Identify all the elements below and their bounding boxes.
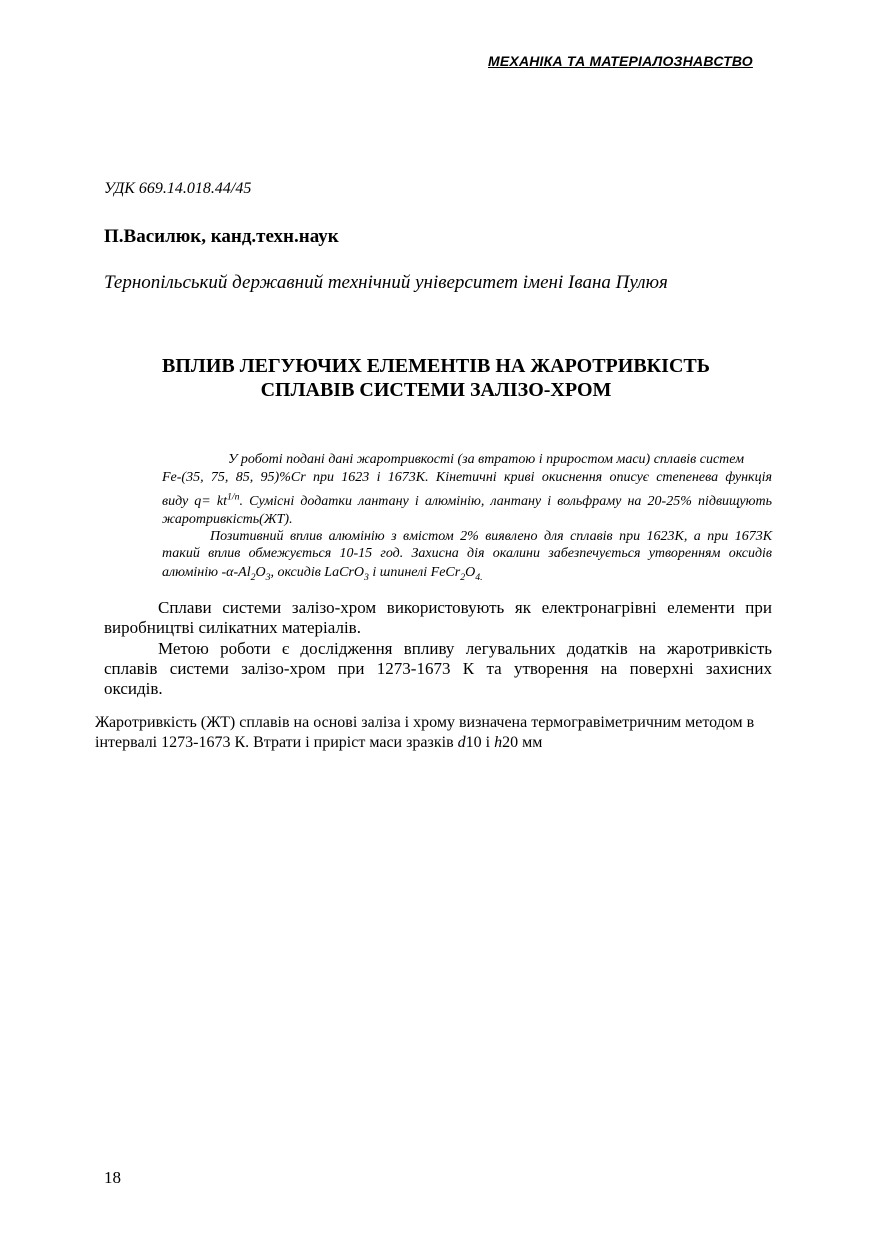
page-number: 18 xyxy=(104,1168,121,1187)
running-header: МЕХАНІКА ТА МАТЕРІАЛОЗНАВСТВО xyxy=(488,53,753,69)
subscript: 4. xyxy=(475,571,483,583)
subscript: 2 xyxy=(460,571,466,583)
body-line xyxy=(95,734,542,752)
abstract-line: жаротривкість(ЖТ). xyxy=(162,512,293,527)
abstract-text: O xyxy=(255,565,266,580)
paper-title-line-1: ВПЛИВ ЛЕГУЮЧИХ ЕЛЕМЕНТІВ НА ЖАРОТРИВКІСТЬ xyxy=(162,355,710,377)
body-line: Жаротривкість (ЖТ) сплавів на основі заліза і хрому визначена термогравіметричним методом в xyxy=(95,714,755,731)
body-line: Сплави системи залізо-хром використовують як електронагрівні елементи при xyxy=(158,598,772,617)
abstract-text: алюмінію -α-Al xyxy=(162,565,251,580)
udk-code: УДК 669.14.018.44/45 xyxy=(104,180,252,197)
abstract-text: і шпинелі FeCr xyxy=(368,565,461,580)
abstract-text: O xyxy=(465,565,476,580)
formula-exponent: 1/n xyxy=(226,491,240,503)
body-line: оксидів. xyxy=(104,679,163,698)
body-line: сплавів системи залізо-хром при 1273-1673 К та утворення на поверхні захисних xyxy=(104,659,772,678)
subscript: 3 xyxy=(364,571,369,583)
body-text: 10 і xyxy=(465,734,495,751)
body-line: Метою роботи є дослідження впливу легувальних додатків на жаротривкість xyxy=(158,639,772,658)
body-line: виробництві силікатних матеріалів. xyxy=(104,618,361,637)
abstract-text: . Сумісні додатки лантану і алюмінію, лантану і вольфраму на 20-25% підвищують xyxy=(239,494,772,509)
abstract-line xyxy=(162,491,772,510)
abstract-line: У роботі подані дані жаротривкості (за втратою і приростом маси) сплавів систем xyxy=(228,452,745,467)
abstract-line xyxy=(162,565,483,581)
abstract-line: такий вплив обмежується 10-15 год. Захисна дія окалини забезпечується утворенням оксидів xyxy=(162,546,772,561)
italic-symbol: h xyxy=(494,734,503,751)
subscript: 2 xyxy=(250,571,256,583)
body-text: 20 мм xyxy=(502,734,543,751)
subscript: 3 xyxy=(265,571,271,583)
abstract-text: виду q= kt xyxy=(162,494,227,509)
abstract-line: Позитивний вплив алюмінію з вмістом 2% виявлено для сплавів при 1623К, а при 1673К xyxy=(210,529,772,544)
author: П.Василюк, канд.техн.наук xyxy=(104,226,339,247)
abstract-line: Fe-(35, 75, 85, 95)%Cr при 1623 і 1673К. Кінетичні криві окиснення описує степенева функція xyxy=(162,470,772,485)
abstract-text: , оксидів LaCrO xyxy=(270,565,364,580)
affiliation: Тернопільський державний технічний університет імені Івана Пулюя xyxy=(104,272,668,293)
italic-symbol: d xyxy=(457,734,466,751)
body-text: інтервалі 1273-1673 К. Втрати і приріст маси зразків xyxy=(95,734,458,751)
paper-title-line-2: СПЛАВІВ СИСТЕМИ ЗАЛІЗО-ХРОМ xyxy=(260,379,612,401)
